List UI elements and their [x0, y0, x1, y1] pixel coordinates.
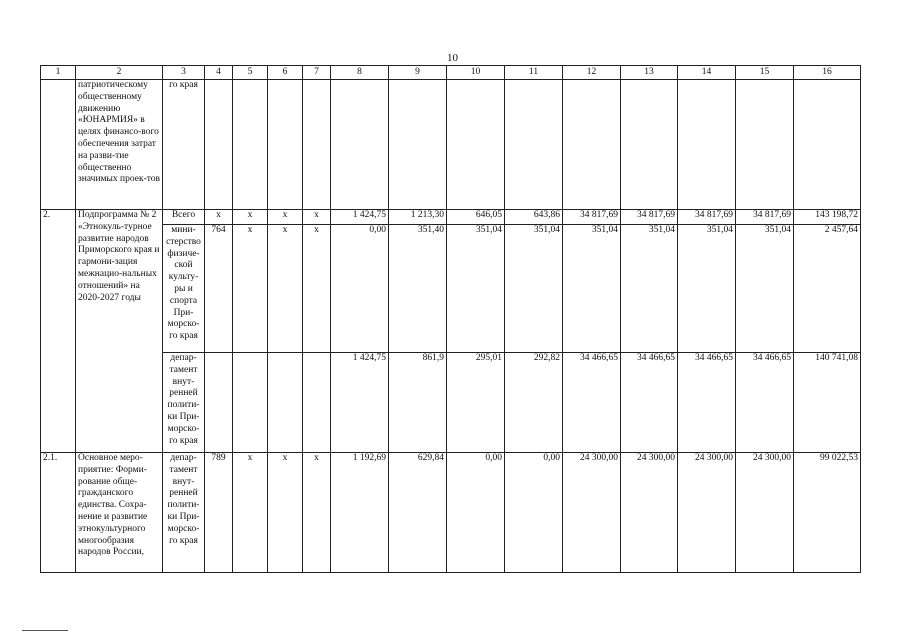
table-cell — [303, 353, 331, 453]
table-cell: 295,01 — [447, 353, 505, 453]
table-cell: 351,04 — [678, 225, 736, 353]
table-cell: 351,04 — [736, 225, 794, 353]
table-cell: х — [205, 210, 233, 225]
table-cell — [205, 80, 233, 210]
table-cell: 292,82 — [505, 353, 563, 453]
table-cell — [303, 80, 331, 210]
table-cell: 34 817,69 — [621, 210, 678, 225]
table-cell: 24 300,00 — [621, 453, 678, 573]
table-cell: 0,00 — [331, 225, 389, 353]
table-cell: 351,04 — [447, 225, 505, 353]
budget-table — [40, 65, 861, 573]
column-header: 7 — [303, 66, 331, 80]
column-header: 16 — [794, 66, 861, 80]
page-number: 10 — [447, 52, 458, 64]
table-cell: 24 300,00 — [736, 453, 794, 573]
table-cell — [736, 80, 794, 210]
column-header: 4 — [205, 66, 233, 80]
table-cell — [505, 80, 563, 210]
item-name-cell: Основное меро-приятие: Форми-рование обще-гражданского единства. Сохра-нение и развитие этнокультурного многообразия народов России, — [76, 453, 163, 573]
column-header: 5 — [233, 66, 268, 80]
column-header: 9 — [389, 66, 447, 80]
executor-cell: депар-тамент внут-ренней полити-ки При-морско-го края — [163, 353, 205, 453]
table-cell: 646,05 — [447, 210, 505, 225]
item-name-cell: Подпрограмма № 2 «Этнокуль-турное развитие народов Приморского края и гармони-зация межнацио-нальных отношений» на 2020-2027 годы — [76, 210, 163, 453]
table-cell — [621, 80, 678, 210]
table-cell: х — [268, 225, 303, 353]
table-cell: 24 300,00 — [563, 453, 621, 573]
table-cell: 764 — [205, 225, 233, 353]
table-cell: 351,04 — [563, 225, 621, 353]
table-cell — [794, 80, 861, 210]
executor-cell: депар-тамент внут-ренней полити-ки При-морско-го края — [163, 453, 205, 573]
row-index-cell: 2. — [41, 210, 76, 453]
table-cell: 643,86 — [505, 210, 563, 225]
table-row — [41, 210, 861, 225]
table-cell: 351,40 — [389, 225, 447, 353]
table-cell: 629,84 — [389, 453, 447, 573]
executor-cell: го края — [163, 80, 205, 210]
column-header: 11 — [505, 66, 563, 80]
table-cell: 1 192,69 — [331, 453, 389, 573]
executor-cell: мини-стерство физиче-ской культу-ры и спорта При-морско-го края — [163, 225, 205, 353]
executor-cell: Всего — [163, 210, 205, 225]
table-cell: 34 466,65 — [621, 353, 678, 453]
item-name-cell: патриотическому общественному движению «ЮНАРМИЯ» в целях финансо-вого обеспечения затрат на разви-тие общественно значимых проек-тов — [76, 80, 163, 210]
table-row — [41, 453, 861, 573]
table-cell: 34 466,65 — [678, 353, 736, 453]
column-header: 13 — [621, 66, 678, 80]
table-cell: х — [268, 453, 303, 573]
table-cell: 34 817,69 — [563, 210, 621, 225]
table-cell: 2 457,64 — [794, 225, 861, 353]
table-cell — [268, 80, 303, 210]
table-cell: 1 424,75 — [331, 210, 389, 225]
table-cell — [233, 353, 268, 453]
table-cell: 34 817,69 — [736, 210, 794, 225]
column-header: 6 — [268, 66, 303, 80]
column-number-row — [41, 66, 861, 80]
table-cell: 34 466,65 — [736, 353, 794, 453]
table-cell: 861,9 — [389, 353, 447, 453]
table-cell — [268, 353, 303, 453]
table-cell — [447, 80, 505, 210]
column-header: 3 — [163, 66, 205, 80]
column-header: 10 — [447, 66, 505, 80]
table-cell: 789 — [205, 453, 233, 573]
table-cell — [563, 80, 621, 210]
row-index-cell — [41, 80, 76, 210]
table-cell: 351,04 — [621, 225, 678, 353]
table-cell: 1 213,30 — [389, 210, 447, 225]
column-header: 15 — [736, 66, 794, 80]
column-header: 1 — [41, 66, 76, 80]
table-row — [41, 80, 861, 210]
table-cell: х — [233, 210, 268, 225]
table-cell — [389, 80, 447, 210]
table-cell: 140 741,08 — [794, 353, 861, 453]
table-cell: 24 300,00 — [678, 453, 736, 573]
table-cell — [678, 80, 736, 210]
column-header: 8 — [331, 66, 389, 80]
table-cell — [205, 353, 233, 453]
table-cell: 34 466,65 — [563, 353, 621, 453]
table-row — [41, 353, 861, 453]
table-cell: х — [303, 453, 331, 573]
table-cell: х — [268, 210, 303, 225]
table-cell: х — [303, 225, 331, 353]
footer-rule — [22, 630, 68, 631]
table-cell: х — [233, 225, 268, 353]
table-cell — [331, 80, 389, 210]
column-header: 14 — [678, 66, 736, 80]
table-cell: 99 022,53 — [794, 453, 861, 573]
row-index-cell: 2.1. — [41, 453, 76, 573]
table-cell: 34 817,69 — [678, 210, 736, 225]
table-cell: х — [303, 210, 331, 225]
table-cell — [233, 80, 268, 210]
table-cell: х — [233, 453, 268, 573]
table-row — [41, 225, 861, 353]
table-cell: 351,04 — [505, 225, 563, 353]
table-cell: 0,00 — [447, 453, 505, 573]
column-header: 2 — [76, 66, 163, 80]
column-header: 12 — [563, 66, 621, 80]
table-cell: 0,00 — [505, 453, 563, 573]
table-cell: 1 424,75 — [331, 353, 389, 453]
table-cell: 143 198,72 — [794, 210, 861, 225]
